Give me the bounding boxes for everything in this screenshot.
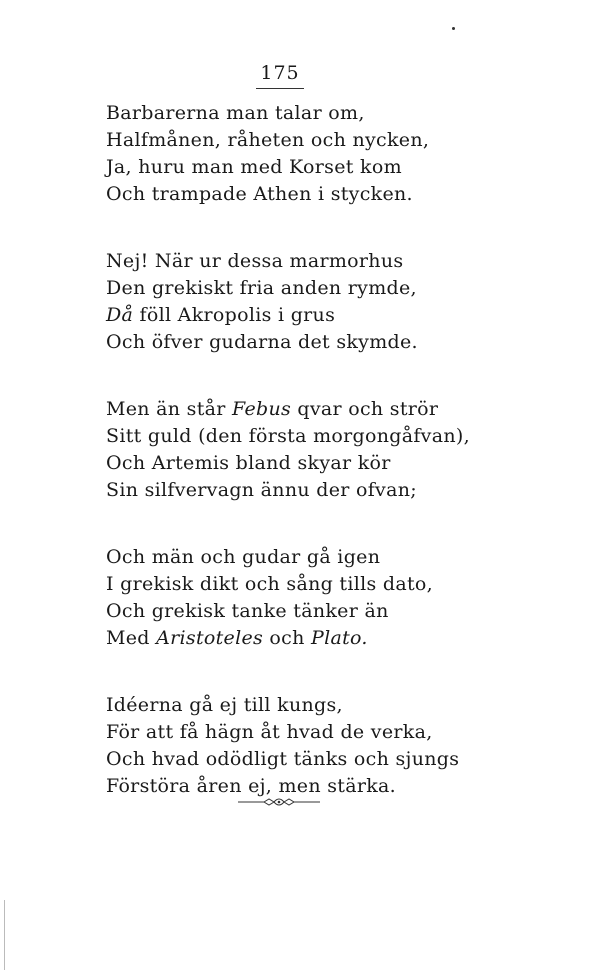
poem-line: Då föll Akropolis i grus (106, 304, 336, 326)
poem-line: Barbarerna man talar om, (106, 102, 365, 124)
poem-line: Halfmånen, råheten och nycken, (106, 129, 430, 151)
margin-line (4, 900, 5, 970)
poem (106, 100, 586, 840)
stray-dot-mark (452, 27, 455, 30)
poem-line: Idéerna gå ej till kungs, (106, 694, 343, 716)
poem-line: Men än står Febus qvar och strör (106, 398, 439, 420)
ornamental-divider-icon (238, 795, 320, 809)
poem-line: Sin silfvervagn ännu der ofvan; (106, 479, 417, 501)
page-number: 175 (260, 62, 300, 84)
poem-line: Och Artemis bland skyar kör (106, 452, 391, 474)
stanza-5 (106, 692, 586, 800)
poem-line: Sitt guld (den första morgongåfvan), (106, 425, 470, 447)
poem-line: Och män och gudar gå igen (106, 546, 381, 568)
poem-line: Och trampade Athen i stycken. (106, 183, 413, 205)
stanza-1 (106, 100, 586, 208)
stanza-2 (106, 248, 586, 356)
poem-line: Den grekiskt fria anden rymde, (106, 277, 417, 299)
italic-word: Febus (232, 398, 292, 420)
stanza-4 (106, 544, 586, 652)
poem-line: Nej! När ur dessa marmorhus (106, 250, 404, 272)
poem-line: Ja, huru man med Korset kom (106, 156, 402, 178)
italic-word: Aristoteles (156, 627, 264, 649)
poem-line: Och öfver gudarna det skymde. (106, 331, 418, 353)
poem-line: Med Aristoteles och Plato. (106, 627, 368, 649)
italic-word: Plato. (310, 627, 368, 649)
poem-line: För att få hägn åt hvad de verka, (106, 721, 433, 743)
poem-line: Och hvad odödligt tänks och sjungs (106, 748, 460, 770)
poem-line: Förstöra åren ej, men stärka. (106, 775, 396, 797)
italic-word: Då (106, 304, 134, 326)
page-number-underline (256, 88, 304, 89)
poem-line: Och grekisk tanke tänker än (106, 600, 389, 622)
stanza-3 (106, 396, 586, 504)
poem-line: I grekisk dikt och sång tills dato, (106, 573, 433, 595)
